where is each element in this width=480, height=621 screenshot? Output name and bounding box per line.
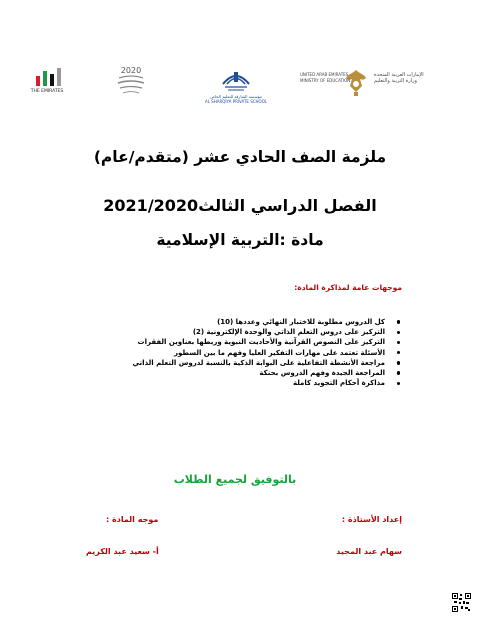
list-item: مراجعة الأنشطة التفاعلية على البوابة الذكية بالنسبة لدروس التعلم الذاتي bbox=[62, 358, 402, 368]
semester-title: الفصل الدراسي الثالث2021/2020 bbox=[103, 196, 377, 215]
emirates-logo-icon bbox=[32, 66, 66, 88]
uae-logo-arabic: الإمارات العربية المتحدة bbox=[374, 72, 424, 78]
uae-logo-english: UNITED ARAB EMIRATES bbox=[300, 72, 349, 77]
prepared-by-name: سهام عبد المجيد bbox=[336, 547, 402, 556]
guidelines-list bbox=[62, 317, 402, 388]
supervisor-label: موجه المادة : bbox=[106, 515, 159, 524]
uae-logo-arabic-2: وزارة التربية والتعليم bbox=[374, 78, 417, 84]
list-item: التركيز على دروس التعلم الذاتي والوحدة الإلكترونية (2) bbox=[62, 327, 402, 337]
supervisor-name: أ- سعيد عبد الكريم bbox=[86, 547, 159, 556]
list-item: التركيز على النصوص القرآنية والأحاديث النبوية وربطها بعناوين الفقرات bbox=[62, 337, 402, 347]
emirates-logo-label: THE EMIRATES bbox=[30, 89, 64, 94]
logo-row bbox=[0, 62, 480, 112]
qr-code-icon bbox=[452, 593, 471, 612]
uae-logo-english-2: MINISTRY OF EDUCATION bbox=[300, 78, 351, 83]
subject-title: مادة :التربية الإسلامية bbox=[156, 231, 324, 249]
closing-wish: بالتوفيق لجميع الطلاب bbox=[173, 473, 297, 486]
list-item: مذاكرة أحكام التجويد كاملة bbox=[62, 378, 402, 388]
school-logo-arabic: مؤسسة الشارقة للتعليم الخاص bbox=[209, 94, 263, 99]
svg-text:2020: 2020 bbox=[120, 66, 142, 75]
list-item: المراجعة الجيدة وفهم الدروس بحنكة bbox=[62, 368, 402, 378]
list-item: الأسئلة تعتمد على مهارات التفكير العليا وفهم ما بين السطور bbox=[62, 348, 402, 358]
anniversary-logo-icon bbox=[113, 64, 149, 96]
school-logo-english: AL SHARQIYA PRIVATE SCHOOL bbox=[204, 99, 268, 104]
prepared-by-label: إعداد الأستاذة : bbox=[341, 515, 402, 524]
list-item: كل الدروس مطلوبة للاختبار النهائي وعددها (10) bbox=[62, 317, 402, 327]
guidelines-heading: موجهات عامة لمذاكرة المادة: bbox=[294, 283, 402, 292]
school-emblem-icon bbox=[219, 64, 253, 92]
page-title: ملزمة الصف الحادي عشر (متقدم/عام) bbox=[93, 148, 387, 166]
emirates-logo-text bbox=[22, 89, 72, 94]
uae-moe-text bbox=[374, 72, 452, 84]
uae-moe-english bbox=[300, 72, 351, 84]
school-logo-text bbox=[196, 94, 276, 104]
